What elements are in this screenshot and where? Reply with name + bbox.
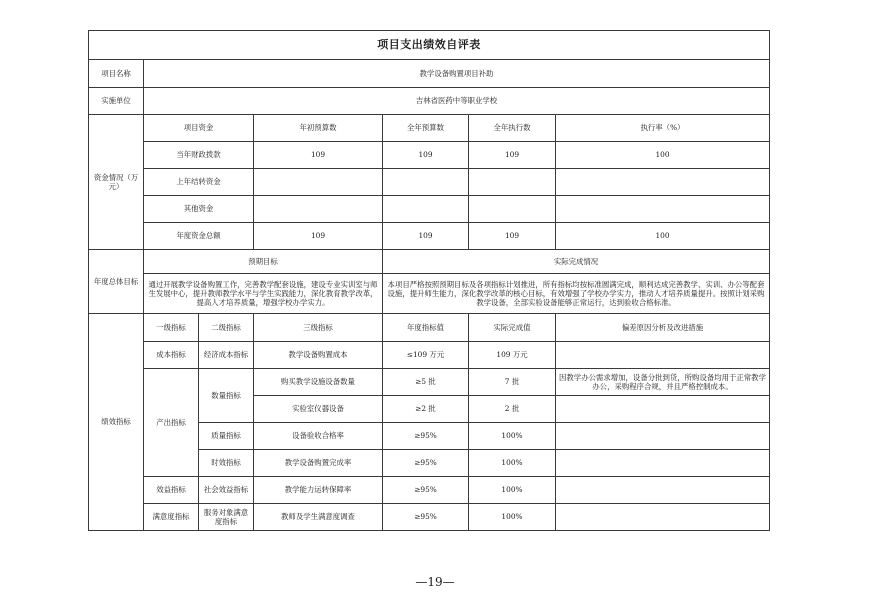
perf-actual: 109 万元 [469, 342, 556, 369]
perf-target: ≥2 批 [383, 396, 469, 423]
goals-actual-text: 本项目严格按照预期目标及各项指标计划推进，所有指标均按标准圆满完成，顺利达成完善教学、实训、办公等配套设施，提升师生能力，深化教学改革的核心目标，有效增强了学校办学实力，推动人才培养质量提升。按照计划采购教学设备，全部实验设备能够正常运行，达到验收合格标准。 [383, 274, 770, 314]
funds-cell [383, 169, 469, 196]
unit-label: 实施单位 [89, 88, 144, 115]
perf-target: ≥5 批 [383, 369, 469, 396]
funds-cell: 109 [469, 223, 556, 250]
perf-header-l3: 三级指标 [254, 314, 383, 342]
funds-row [89, 169, 770, 196]
perf-l1: 产出指标 [144, 369, 199, 477]
perf-l2: 服务对象满意度指标 [199, 504, 254, 531]
self-evaluation-table [88, 30, 770, 531]
perf-deviation [556, 423, 770, 450]
funds-cell [254, 196, 383, 223]
perf-l3: 实验室仪器设备 [254, 396, 383, 423]
perf-l3: 教学能力运转保障率 [254, 477, 383, 504]
perf-header-target: 年度指标值 [383, 314, 469, 342]
goals-expected-text: 通过开展教学设备购置工作，完善教学配套设施，建设专业实训室与师生发展中心，提升教师教学水平与学生实践能力，深化教育教学改革，提高人才培养质量，增强学校办学实力。 [144, 274, 383, 314]
perf-l2: 质量指标 [199, 423, 254, 450]
funds-cell: 109 [383, 142, 469, 169]
funds-cell: 109 [469, 142, 556, 169]
perf-header-l1: 一级指标 [144, 314, 199, 342]
perf-l3: 设备验收合格率 [254, 423, 383, 450]
funds-cell: 100 [556, 223, 770, 250]
perf-row-satisfaction [89, 504, 770, 531]
perf-l2: 时效指标 [199, 450, 254, 477]
perf-l2: 数量指标 [199, 369, 254, 423]
perf-row-cost [89, 342, 770, 369]
project-name-label: 项目名称 [89, 60, 144, 88]
perf-target: ≥95% [383, 423, 469, 450]
perf-actual: 100% [469, 450, 556, 477]
perf-actual: 2 批 [469, 396, 556, 423]
perf-row-benefit [89, 477, 770, 504]
funds-cell [469, 169, 556, 196]
funds-cell [556, 196, 770, 223]
perf-l3: 教学设备购置成本 [254, 342, 383, 369]
perf-header-actual: 实际完成值 [469, 314, 556, 342]
perf-l1: 成本指标 [144, 342, 199, 369]
perf-actual: 100% [469, 423, 556, 450]
perf-actual: 100% [469, 477, 556, 504]
table-title: 项目支出绩效自评表 [89, 31, 770, 60]
perf-l1: 满意度指标 [144, 504, 199, 531]
funds-row-label: 年度资金总额 [144, 223, 254, 250]
perf-target: ≤109 万元 [383, 342, 469, 369]
project-name-value: 教学设备购置项目补助 [144, 60, 770, 88]
perf-deviation [556, 342, 770, 369]
goals-label: 年度总体目标 [89, 250, 144, 314]
perf-l3: 教师及学生满意度调查 [254, 504, 383, 531]
perf-l3: 教学设备购置完成率 [254, 450, 383, 477]
funds-cell: 109 [383, 223, 469, 250]
funds-row [89, 196, 770, 223]
perf-actual: 100% [469, 504, 556, 531]
perf-target: ≥95% [383, 450, 469, 477]
funds-cell: 109 [254, 142, 383, 169]
perf-header-deviation: 偏差原因分析及改进措施 [556, 314, 770, 342]
funds-header-initial: 年初预算数 [254, 115, 383, 142]
funds-row-label: 其他资金 [144, 196, 254, 223]
page-number: —19— [415, 575, 455, 589]
funds-cell [254, 169, 383, 196]
perf-l2: 社会效益指标 [199, 477, 254, 504]
funds-header-annual: 全年预算数 [383, 115, 469, 142]
perf-deviation-note: 因教学办公需求增加，设备分批到货，所购设备均用于正常教学办公，采购程序合规，并且严格控制成本。 [556, 369, 770, 396]
funds-header-rate: 执行率（%） [556, 115, 770, 142]
perf-l2: 经济成本指标 [199, 342, 254, 369]
funds-cell [383, 196, 469, 223]
perf-target: ≥95% [383, 477, 469, 504]
funds-row [89, 223, 770, 250]
perf-row-quantity-1 [89, 369, 770, 396]
funds-row-label: 当年财政拨款 [144, 142, 254, 169]
perf-header-l2: 二级指标 [199, 314, 254, 342]
perf-l1: 效益指标 [144, 477, 199, 504]
perf-deviation [556, 450, 770, 477]
perf-deviation [556, 396, 770, 423]
funds-cell [556, 169, 770, 196]
perf-actual: 7 批 [469, 369, 556, 396]
goals-actual-header: 实际完成情况 [383, 250, 770, 274]
performance-label: 绩效指标 [89, 314, 144, 531]
funds-header-item: 项目资金 [144, 115, 254, 142]
funds-row-label: 上年结转资金 [144, 169, 254, 196]
perf-target: ≥95% [383, 504, 469, 531]
unit-value: 吉林省医药中等职业学校 [144, 88, 770, 115]
goals-expected-header: 预期目标 [144, 250, 383, 274]
funds-cell: 100 [556, 142, 770, 169]
funds-row [89, 142, 770, 169]
funds-label: 资金情况（万元） [89, 115, 144, 250]
perf-deviation [556, 477, 770, 504]
funds-cell [469, 196, 556, 223]
funds-header-executed: 全年执行数 [469, 115, 556, 142]
funds-cell: 109 [254, 223, 383, 250]
perf-deviation [556, 504, 770, 531]
perf-l3: 购买教学设施设备数量 [254, 369, 383, 396]
